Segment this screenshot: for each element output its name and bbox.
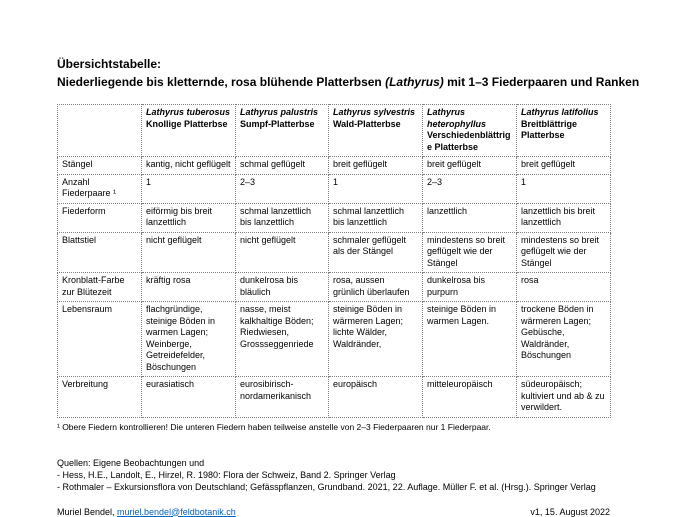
corner-cell <box>58 105 142 157</box>
table-cell: nicht geflügelt <box>236 232 329 273</box>
row-label: Anzahl Fiederpaare ¹ <box>58 174 142 203</box>
table-cell: eurosibirisch-nordamerikanisch <box>236 377 329 418</box>
common-name: Breitblättrige Platterbse <box>521 118 578 140</box>
table-cell: rosa <box>517 273 611 302</box>
table-cell: eiförmig bis breit lanzettlich <box>142 203 236 232</box>
table-row-fiederform <box>58 203 611 232</box>
table-row-anzahl-fiederpaare <box>58 174 611 203</box>
title-text-suffix: mit 1–3 Fiederpaaren und Ranken <box>443 75 640 89</box>
row-label: Stängel <box>58 157 142 175</box>
row-label: Lebensraum <box>58 302 142 377</box>
table-cell: rosa, aussen grünlich überlaufen <box>329 273 423 302</box>
table-cell: schmaler geflügelt als der Stängel <box>329 232 423 273</box>
species-name: Lathyrus palustris <box>240 107 319 117</box>
common-name: Knollige Platterbse <box>146 118 228 129</box>
table-cell: mindestens so breit geflügelt wie der Stängel <box>423 232 517 273</box>
species-comparison-table <box>57 104 611 418</box>
table-cell: schmal lanzettlich bis lanzettlich <box>236 203 329 232</box>
column-header <box>236 105 329 157</box>
table-cell: lanzettlich bis breit lanzettlich <box>517 203 611 232</box>
table-row-verbreitung <box>58 377 611 418</box>
table-cell: mitteleuropäisch <box>423 377 517 418</box>
species-name: Lathyrus tuberosus <box>146 107 231 117</box>
table-cell: trockene Böden in wärmeren Lagen; Gebüsche, Waldränder, Böschungen <box>517 302 611 377</box>
document-page <box>57 55 640 517</box>
row-label: Blattstiel <box>58 232 142 273</box>
table-cell: eurasiatisch <box>142 377 236 418</box>
column-header <box>142 105 236 157</box>
table-cell: steinige Böden in wärmeren Lagen; lichte Wälder, Waldränder, <box>329 302 423 377</box>
version-date: v1, 15. August 2022 <box>530 506 610 517</box>
species-name: Lathyrus sylvestris <box>333 107 416 117</box>
common-name: Verschiedenblättrige Platterbse <box>427 130 511 152</box>
source-item: - Hess, H.E., Landolt, E., Hirzel, R. 1980: Flora der Schweiz, Band 2. Springer Verlag <box>57 469 396 480</box>
table-row-lebensraum <box>58 302 611 377</box>
common-name: Wald-Platterbse <box>333 118 401 129</box>
table-cell: schmal lanzettlich bis lanzettlich <box>329 203 423 232</box>
common-name: Sumpf-Platterbse <box>240 118 315 129</box>
title-text: Niederliegende bis kletternde, rosa blühende Platterbsen <box>57 75 386 89</box>
table-cell: steinige Böden in warmen Lagen. <box>423 302 517 377</box>
table-cell: flachgründige, steinige Böden in warmen Lagen; Weinberge, Getreidefelder, Böschungen <box>142 302 236 377</box>
table-cell: 1 <box>142 174 236 203</box>
table-cell: dunkelrosa bis purpurn <box>423 273 517 302</box>
table-cell: lanzettlich <box>423 203 517 232</box>
column-header <box>329 105 423 157</box>
table-header-row <box>58 105 611 157</box>
species-name: Lathyrus heterophyllus <box>427 107 487 129</box>
column-header <box>517 105 611 157</box>
table-row-blattstiel <box>58 232 611 273</box>
author-line <box>57 507 236 517</box>
title-genus-italic: (Lathyrus) <box>385 75 444 89</box>
source-item: - Rothmaler – Exkursionsflora von Deutschland; Gefässpflanzen, Grundband. 2021, 22. Auflage. Müller F. et al. (Hrsg.). Springer Verlag <box>57 481 596 492</box>
table-row-kronblatt-farbe <box>58 273 611 302</box>
species-name: Lathyrus latifolius <box>521 107 599 117</box>
row-label: Verbreitung <box>58 377 142 418</box>
row-label: Fiederform <box>58 203 142 232</box>
table-footnote: ¹ Obere Fiedern kontrollieren! Die unteren Fiedern haben teilweise anstelle von 2–3 Fiederpaaren nur 1 Fiederpaar. <box>57 421 491 432</box>
page-title-line2 <box>57 73 640 91</box>
table-cell: breit geflügelt <box>517 157 611 175</box>
column-header <box>423 105 517 157</box>
sources-block <box>57 457 610 493</box>
table-cell: schmal geflügelt <box>236 157 329 175</box>
page-title <box>57 55 640 91</box>
table-cell: nicht geflügelt <box>142 232 236 273</box>
table-cell: nasse, meist kalkhaltige Böden; Riedwiesen, Grossseggenriede <box>236 302 329 377</box>
table-cell: 1 <box>517 174 611 203</box>
table-cell: 2–3 <box>236 174 329 203</box>
table-cell: 1 <box>329 174 423 203</box>
table-cell: breit geflügelt <box>423 157 517 175</box>
table-cell: kantig, nicht geflügelt <box>142 157 236 175</box>
table-cell: breit geflügelt <box>329 157 423 175</box>
sources-intro: Quellen: Eigene Beobachtungen und <box>57 457 205 468</box>
page-title-line1: Übersichtstabelle: <box>57 57 162 71</box>
page-footer <box>57 507 610 517</box>
table-row-staengel <box>58 157 611 175</box>
author-name: Muriel Bendel, <box>57 506 118 517</box>
table-cell: kräftig rosa <box>142 273 236 302</box>
table-cell: dunkelrosa bis bläulich <box>236 273 329 302</box>
table-cell: südeuropäisch; kultiviert und ab & zu verwildert. <box>517 377 611 418</box>
email-link[interactable]: muriel.bendel@feldbotanik.ch <box>117 506 236 517</box>
row-label: Kronblatt-Farbe zur Blütezeit <box>58 273 142 302</box>
table-cell: europäisch <box>329 377 423 418</box>
table-cell: 2–3 <box>423 174 517 203</box>
table-cell: mindestens so breit geflügelt wie der Stängel <box>517 232 611 273</box>
